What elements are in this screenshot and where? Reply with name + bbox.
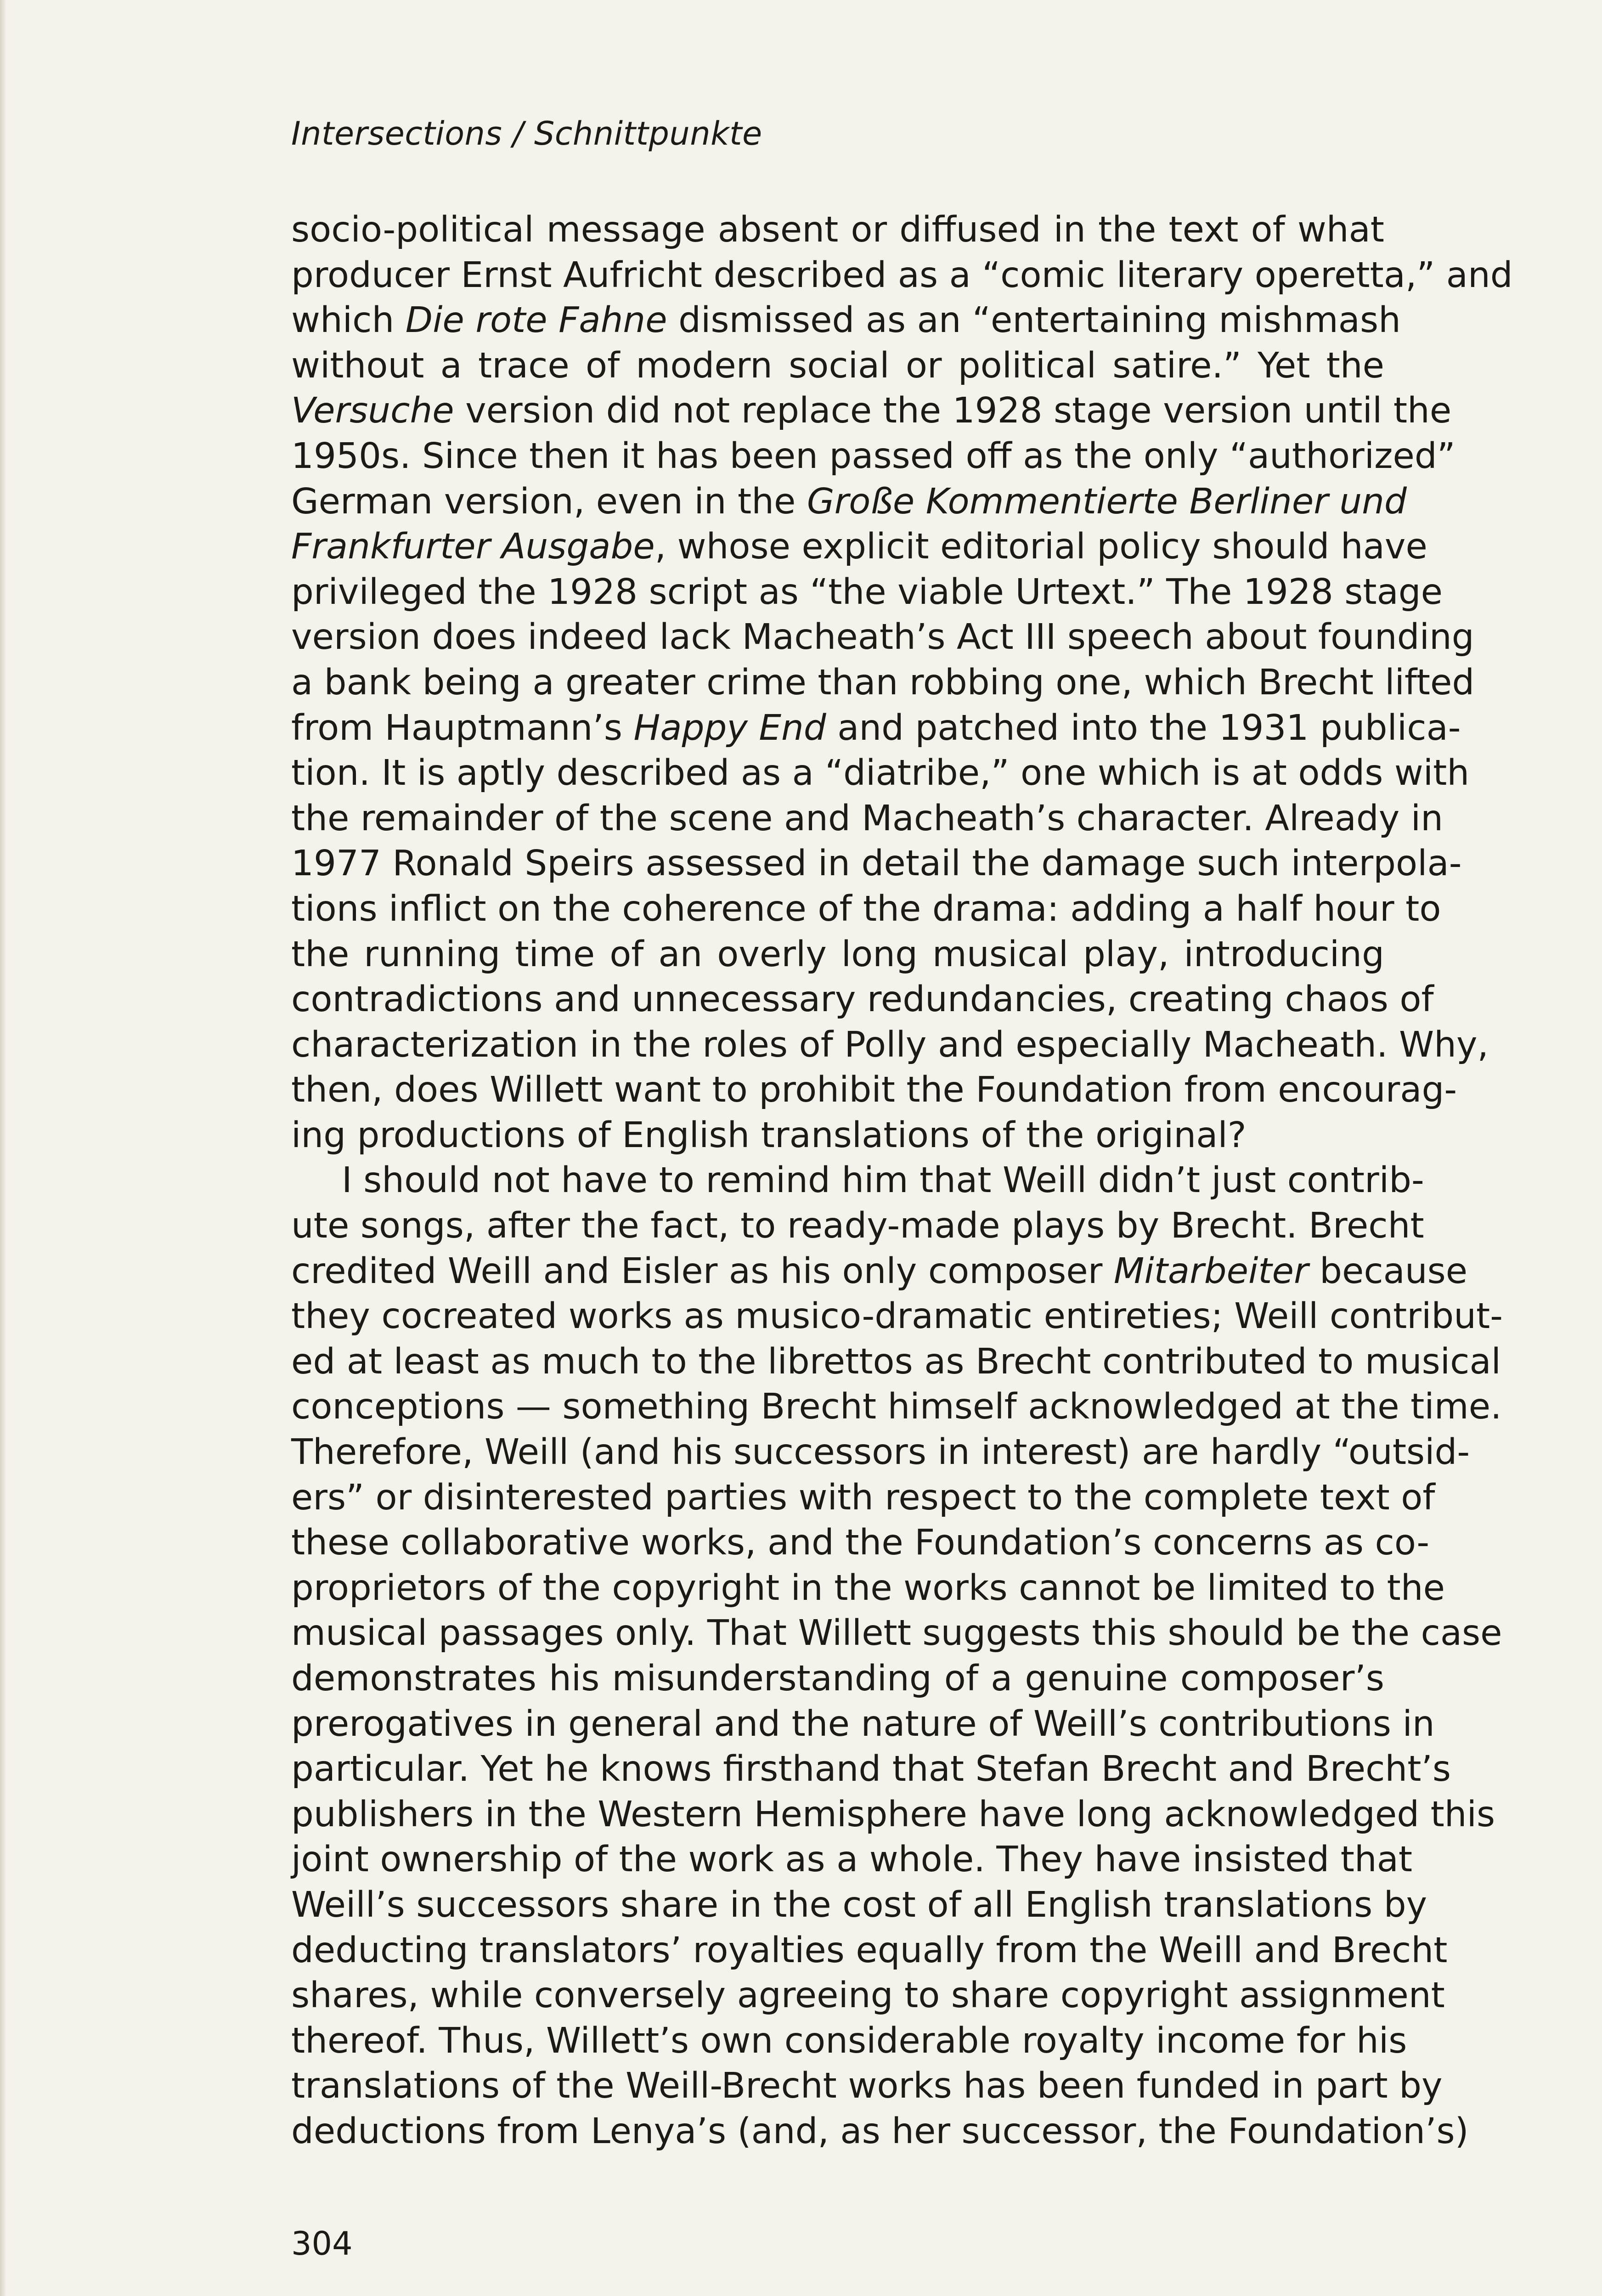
text-line <box>291 1249 1468 1294</box>
text-run: prerogatives in general and the nature of Weill’s contributions in <box>291 1703 1435 1745</box>
text-run: Versuche <box>291 390 454 432</box>
text-run: version does indeed lack Macheath’s Act III speech about founding <box>291 617 1474 658</box>
text-run: I should not have to remind him that Weill didn’t just contrib- <box>342 1160 1424 1201</box>
text-run: Die rote Fahne <box>405 300 667 341</box>
text-line <box>291 887 1441 932</box>
text-line <box>291 751 1470 796</box>
text-run: deductions from Lenya’s (and, as her successor, the Foundation’s) <box>291 2110 1469 2152</box>
text-run: they cocreated works as musico-dramatic entireties; Weill contribut- <box>291 1296 1503 1337</box>
text-line <box>291 524 1427 570</box>
text-run: Frankfurter Ausgabe <box>291 526 655 568</box>
text-run: which <box>291 300 406 341</box>
text-run: then, does Willett want to prohibit the Foundation from encourag- <box>291 1069 1457 1111</box>
text-run: , whose explicit editorial policy should have <box>654 526 1427 568</box>
text-run: credited Weill and Eisler as his only composer <box>291 1250 1114 1292</box>
text-run: deducting translators’ royalties equally from the Weill and Brecht <box>291 1930 1448 1971</box>
text-run: demonstrates his misunderstanding of a genuine composer’s <box>291 1658 1384 1699</box>
text-line <box>291 1566 1445 1611</box>
text-line <box>291 1430 1470 1475</box>
text-line <box>291 1204 1424 1249</box>
text-run: tions inflict on the coherence of the drama: adding a half hour to <box>291 888 1441 929</box>
text-line <box>291 1883 1427 1928</box>
text-run: characterization in the roles of Polly and especially Macheath. Why, <box>291 1024 1489 1065</box>
text-run: version did not replace the 1928 stage version until the <box>454 390 1452 432</box>
text-line <box>291 1656 1384 1702</box>
text-run: 1950s. Since then it has been passed off as the only “authorized” <box>291 435 1455 477</box>
text-line <box>291 2064 1443 2109</box>
text-run: musical passages only. That Willett suggests this should be the case <box>291 1613 1502 1654</box>
text-run: Therefore, Weill (and his successors in interest) are hardly “outsid- <box>291 1432 1470 1473</box>
text-run: proprietors of the copyright in the works cannot be limited to the <box>291 1567 1445 1609</box>
text-line <box>291 1792 1495 1838</box>
paragraph-2 <box>291 1158 1503 2154</box>
text-run: 1977 Ronald Speirs assessed in detail the damage such interpola- <box>291 843 1462 884</box>
text-line <box>291 570 1443 615</box>
text-line <box>291 1520 1430 1566</box>
text-run: Große Kommentierte Berliner und <box>807 481 1407 522</box>
text-run: tion. It is aptly described as a “diatribe,” one which is at odds with <box>291 753 1470 794</box>
text-run: the running time of an overly long musical play, introducing <box>291 934 1384 975</box>
text-run: joint ownership of the work as a whole. They have insisted that <box>291 1839 1413 1880</box>
text-line <box>291 479 1407 525</box>
text-run: German version, even in the <box>291 481 807 522</box>
text-line <box>291 1837 1413 1883</box>
text-line <box>291 1475 1435 1521</box>
text-line <box>291 1747 1451 1792</box>
text-run: Mitarbeiter <box>1113 1250 1309 1292</box>
text-run: conceptions — something Brecht himself acknowledged at the time. <box>291 1386 1502 1428</box>
running-head: Intersections / Schnittpunkte <box>291 115 762 152</box>
text-run: a bank being a greater crime than robbing one, which Brecht lifted <box>291 662 1475 703</box>
text-line <box>291 1928 1448 1974</box>
text-line <box>291 841 1462 887</box>
text-line <box>291 388 1452 434</box>
text-line <box>291 977 1434 1023</box>
page-number: 304 <box>291 2225 353 2262</box>
text-run: and patched into the 1931 publica- <box>826 707 1461 748</box>
text-run: privileged the 1928 script as “the viable Urtext.” The 1928 stage <box>291 571 1443 613</box>
text-run: dismissed as an “entertaining mishmash <box>667 300 1401 341</box>
text-run: ing productions of English translations of the original? <box>291 1114 1247 1156</box>
text-line <box>291 1068 1457 1113</box>
text-run: shares, while conversely agreeing to share copyright assignment <box>291 1975 1445 2016</box>
text-run: socio-political message absent or diffused in the text of what <box>291 209 1384 250</box>
text-line <box>291 253 1513 298</box>
body-text <box>291 208 1513 2155</box>
text-line <box>291 1158 1424 1204</box>
text-run: ed at least as much to the librettos as Brecht contributed to musical <box>291 1341 1501 1382</box>
text-line <box>291 796 1443 842</box>
text-run: Weill’s successors share in the cost of all English translations by <box>291 1884 1427 1925</box>
text-run: thereof. Thus, Willett’s own considerable royalty income for his <box>291 2020 1407 2061</box>
text-line <box>291 2019 1407 2064</box>
paragraph-1 <box>291 208 1513 1158</box>
text-run: producer Ernst Aufricht described as a “comic literary operetta,” and <box>291 254 1513 296</box>
text-run: contradictions and unnecessary redundancies, creating chaos of <box>291 979 1434 1020</box>
text-line <box>291 615 1474 660</box>
text-run: without a trace of modern social or political satire.” Yet the <box>291 345 1384 386</box>
text-line <box>291 660 1475 706</box>
text-line <box>291 2109 1469 2155</box>
text-run: publishers in the Western Hemisphere have long acknowledged this <box>291 1794 1495 1835</box>
text-run: the remainder of the scene and Macheath’s character. Already in <box>291 798 1443 839</box>
text-line <box>291 1113 1384 1159</box>
text-line <box>291 208 1384 253</box>
text-line <box>291 1973 1445 2019</box>
text-line <box>291 1294 1503 1339</box>
text-run: translations of the Weill-Brecht works has been funded in part by <box>291 2065 1443 2107</box>
text-line <box>291 706 1461 751</box>
text-run: ers” or disinterested parties with respect to the complete text of <box>291 1477 1435 1518</box>
text-run: from Hauptmann’s <box>291 707 634 748</box>
text-run: particular. Yet he knows firsthand that Stefan Brecht and Brecht’s <box>291 1749 1451 1790</box>
text-line <box>291 1023 1489 1068</box>
text-line <box>291 1702 1435 1747</box>
text-run: ute songs, after the fact, to ready-made plays by Brecht. Brecht <box>291 1205 1424 1247</box>
text-run: Happy End <box>633 707 826 748</box>
text-line <box>291 434 1455 479</box>
text-line <box>291 298 1401 343</box>
text-line <box>291 1339 1501 1385</box>
text-line <box>291 343 1384 389</box>
text-run: these collaborative works, and the Foundation’s concerns as co- <box>291 1522 1430 1564</box>
text-run: because <box>1308 1250 1468 1292</box>
text-line <box>291 1384 1502 1430</box>
text-line <box>291 932 1384 978</box>
text-line <box>291 1611 1502 1656</box>
